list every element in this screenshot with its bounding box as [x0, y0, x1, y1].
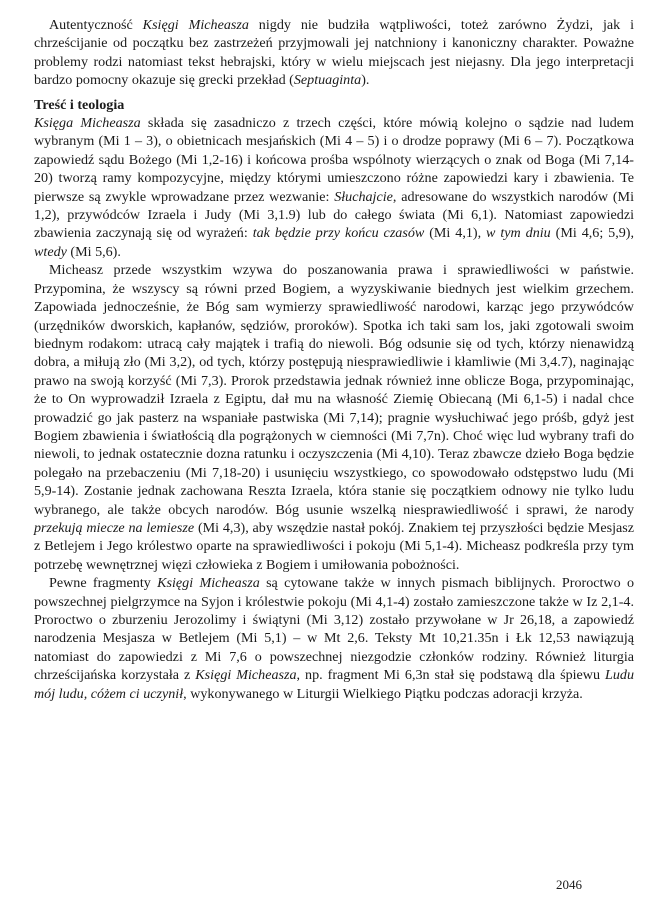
italic-run: Księga Micheasza: [34, 115, 141, 132]
paragraph-intro: [34, 16, 634, 90]
italic-run: Septuaginta: [293, 72, 362, 89]
paragraph-structure: [34, 114, 634, 261]
text-run: Autentyczność: [49, 17, 143, 33]
text-run: są cytowane także w innych pismach biblijnych. Proroctwo o powszechnej pielgrzymce na Syjon i królestwie pokoju (Mi 4,1-4) zostało zamieszczone także w Iz 2,1-4. Proroctwo o zburzeniu Jerozolimy i świątyni (Mi 3,12) zostało przywołane w Jr 26,18, a zapowiedź narodzenia Mesjasza w Betlejem (Mi 5,1) – w Mt 2,6. Teksty Mt 10,21.35n i Łk 12,53 nawiązują natomiast do zapowiedzi z Mi 7,6 o powszechnej niezgodzie członków rodziny. Również liturgia chrześcijańska korzystała z: [34, 575, 634, 684]
text-run: (Mi 4,6; 5,9),: [550, 225, 635, 242]
page-number: 2046: [556, 877, 582, 892]
italic-run: przekują miecze na lemiesze: [34, 519, 195, 536]
text-run: Micheasz przede wszystkim wzywa do poszanowania prawa i sprawiedliwości w państwie. Przypomina, że wszyscy są równi przed Bogiem, a wyzyskiwanie biednych jest wielkim grzechem. Zapowiada jednocześnie, że Bóg sam wymierzy sprawiedliwość narodowi, karząc jego przywódców (urzędników dworskich, kapłanów, sędziów, proroków). Spotka ich taki sam los, jaki zgotowali swoim biednym rodakom: utracą cały majątek i trafią do niewoli. Bóg odsunie się od tych, którzy nienawidzą dobra, a miłują zło (Mi 3,2), od tych, którzy postępują niesprawiedliwie i kłamliwie (Mi 3,4.7), naginając prawo na swoją korzyść (Mi 7,3). Prorok przedstawia jednak również inne oblicze Boga, przypominając, że to On wyprowadził Izraela z Egiptu, dał mu na własność Ziemię Obiecaną (Mi 6,1-5) i nadal chce prowadzić go jak pasterz na wspaniałe pastwiska (Mi 7,14); pragnie wysłuchiwać jego próśb, gdyż jest Bogiem zbawienia i światłością dla pogrążonych w ciemności (Mi 7,7n). Choć więc lud wybrany trafi do niewoli, to jednak ostatecznie dozna ratunku i oczyszczenia (Mi 4,10). Teraz zbawcze dzieło Boga będzie polegało na przebaczeniu (Mi 7,18-20) i usunięciu wszystkiego, co spowodowało odstępstwo ludu (Mi 5,9-14). Zostanie jednak zachowana Reszta Izraela, która stanie się początkiem odnowy nie tylko ludu wybranego, ale także obcych narodów. Bóg usunie wszelką niesprawiedliwość i sprawi, że narody: [34, 262, 634, 518]
italic-run: Księgi Micheasza: [142, 17, 249, 33]
italic-run: Księgi Micheasza: [195, 667, 297, 684]
italic-run: tak będzie przy końcu czasów: [252, 225, 425, 242]
text-run: Pewne fragmenty: [49, 575, 158, 592]
text-run: , adresowane do wszystkich narodów (Mi 1,2), przywódców Izraela i Judy (Mi 3,1.9) lub do całego świata (Mi 6,1). Natomiast zapowiedzi zbawienia zaczynają się od wyrażeń:: [34, 188, 635, 242]
text-run: , wykonywanego w Liturgii Wielkiego Piątku podczas adoracji krzyża.: [183, 685, 583, 702]
document-body: [34, 16, 634, 703]
section-heading: Treść i teologia: [34, 96, 125, 113]
text-run: ).: [361, 72, 370, 89]
text-run: , np. fragment Mi 6,3n stał się podstawą dla śpiewu: [296, 667, 606, 684]
italic-run: Ludu mój ludu, cóżem ci uczynił: [34, 667, 634, 702]
italic-run: wtedy: [34, 243, 67, 260]
paragraph-citations: [34, 574, 634, 703]
italic-run: Słuchajcie: [334, 188, 393, 205]
text-run: składa się zasadniczo z trzech części, które mówią kolejno o sądzie nad ludem wybranym (Mi 1 – 3), o obietnicach mesjańskich (Mi 4 – 5) i o drodze poprawy (Mi 6 – 7). Początkowa zapowiedź sądu Bożego (Mi 1,2-16) i końcowa prośba wspólnoty wierzących o znak od Boga (Mi 7,14-20) tworzą ramy kompozycyjne, między którymi umieszczono różne zapowiedzi kary i zbawienia. Te pierwsze są zwykle wprowadzane przez wezwanie:: [34, 115, 635, 205]
italic-run: w tym dniu: [486, 225, 551, 242]
text-run: (Mi 4,3), aby wszędzie nastał pokój. Znakiem tej przyszłości będzie Mesjasz z Betlejem i Jego królestwo oparte na sprawiedliwości i pokoju (Mi 5,1-4). Micheasz podkreśla przy tym potrzebę wewnętrznej więzi człowieka z Bogiem i umiłowania pobożności.: [34, 519, 634, 573]
italic-run: Księgi Micheasza: [157, 575, 260, 592]
text-run: (Mi 4,1),: [424, 225, 487, 242]
text-run: (Mi 5,6).: [66, 243, 121, 260]
paragraph-theology: [34, 261, 634, 574]
text-run: nigdy nie budziła wątpliwości, toteż zarówno Żydzi, jak i chrześcijanie od początku bez zastrzeżeń przyjmowali jej natchniony i kanoniczny charakter. Poważne problemy rodzi natomiast tekst hebrajski, który w wielu miejscach jest niejasny. Dla jego interpretacji bardzo pomocny okazuje się grecki przekład (: [34, 17, 634, 89]
